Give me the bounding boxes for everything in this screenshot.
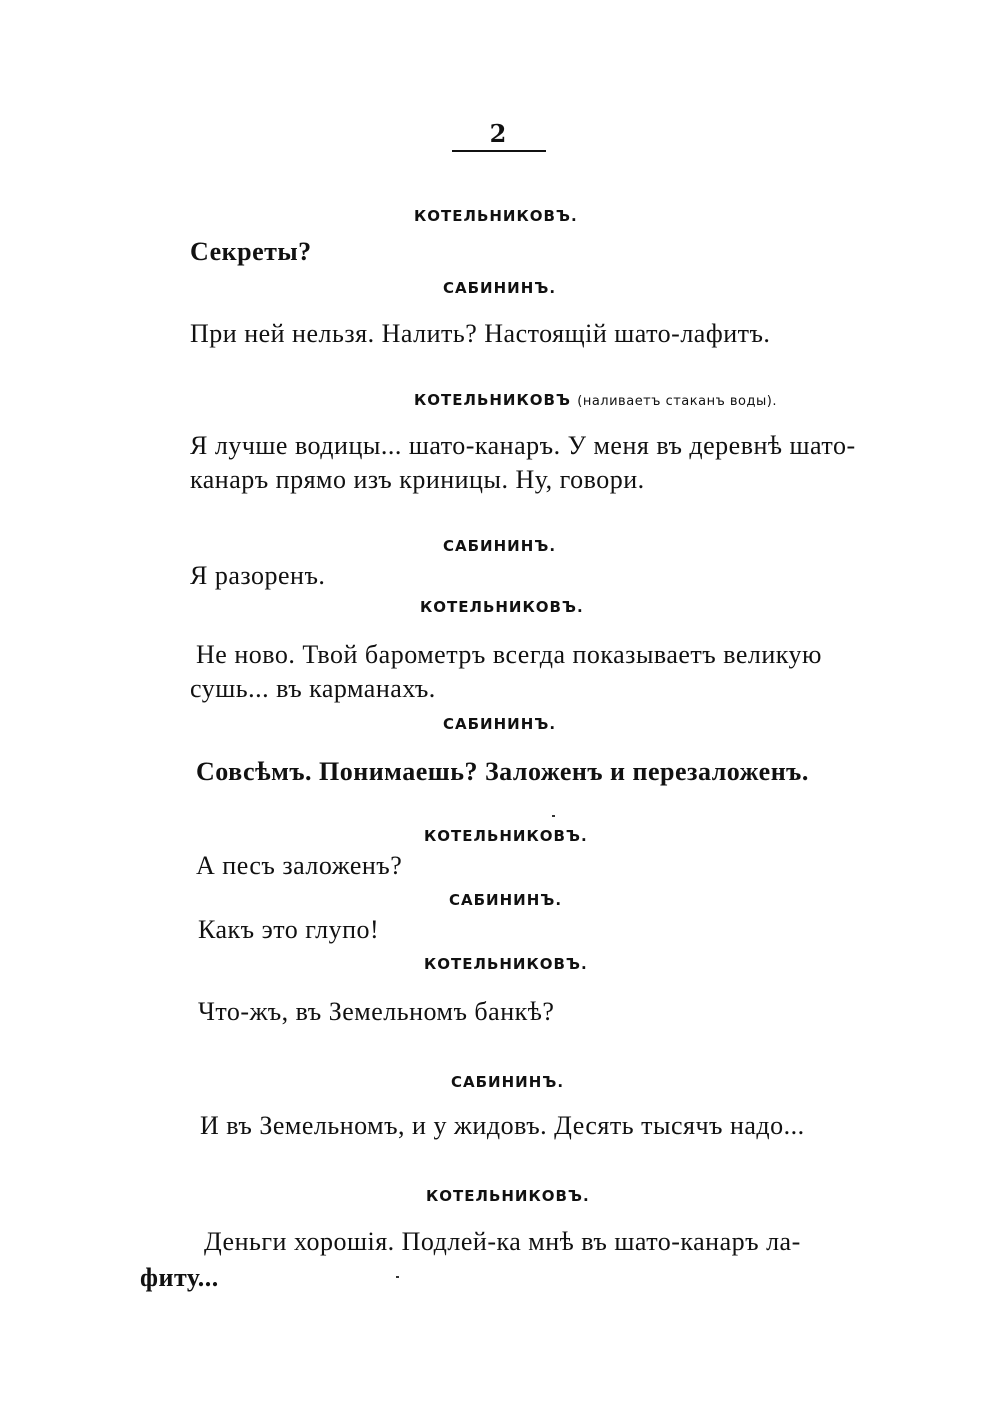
speaker-with-direction: [414, 390, 777, 412]
dialogue-line: канаръ прямо изъ криницы. Ну, говори.: [190, 465, 645, 494]
dialogue-line: Я лучше водицы... шато-канаръ. У меня въ деревнѣ шато-: [190, 431, 856, 460]
print-speck: [552, 815, 555, 817]
speaker-name: КОТЕЛЬНИКОВЪ.: [420, 598, 584, 616]
speaker-name: КОТЕЛЬНИКОВЪ: [414, 391, 572, 409]
dialogue-line: И въ Земельномъ, и у жидовъ. Десять тысячъ надо...: [200, 1111, 805, 1140]
dialogue-line: фиту...: [140, 1263, 219, 1292]
dialogue-line: Какъ это глупо!: [198, 915, 380, 944]
dialogue-line: Секреты?: [190, 237, 312, 266]
speaker-name: САБИНИНЪ.: [449, 891, 563, 909]
print-speck: [396, 1276, 399, 1278]
dialogue-line: сушь... въ карманахъ.: [190, 674, 436, 703]
dialogue-line: А песъ заложенъ?: [196, 851, 403, 880]
dialogue-line: Деньги хорошія. Подлей-ка мнѣ въ шато-канаръ ла-: [204, 1227, 801, 1256]
speaker-name: КОТЕЛЬНИКОВЪ.: [426, 1187, 590, 1205]
dialogue-line: При ней нельзя. Налить? Настоящій шато-лафитъ.: [190, 319, 771, 348]
speaker-name: КОТЕЛЬНИКОВЪ.: [424, 827, 588, 845]
page-number: 2: [489, 119, 507, 148]
dialogue-line: Я разоренъ.: [190, 561, 326, 590]
speaker-name: САБИНИНЪ.: [443, 279, 557, 297]
speaker-name: КОТЕЛЬНИКОВЪ.: [414, 207, 578, 225]
speaker-name: КОТЕЛЬНИКОВЪ.: [424, 955, 588, 973]
dialogue-line: Что-жъ, въ Земельномъ банкѣ?: [198, 997, 555, 1026]
speaker-name: САБИНИНЪ.: [451, 1073, 565, 1091]
dialogue-line: Совсѣмъ. Понимаешь? Заложенъ и перезаложенъ.: [196, 757, 809, 786]
speaker-name: САБИНИНЪ.: [443, 715, 557, 733]
dialogue-line: Не ново. Твой барометръ всегда показываетъ великую: [196, 640, 822, 669]
stage-direction: (наливаетъ стаканъ воды).: [577, 394, 777, 409]
speaker-name: САБИНИНЪ.: [443, 537, 557, 555]
page-number-rule: [452, 150, 546, 152]
